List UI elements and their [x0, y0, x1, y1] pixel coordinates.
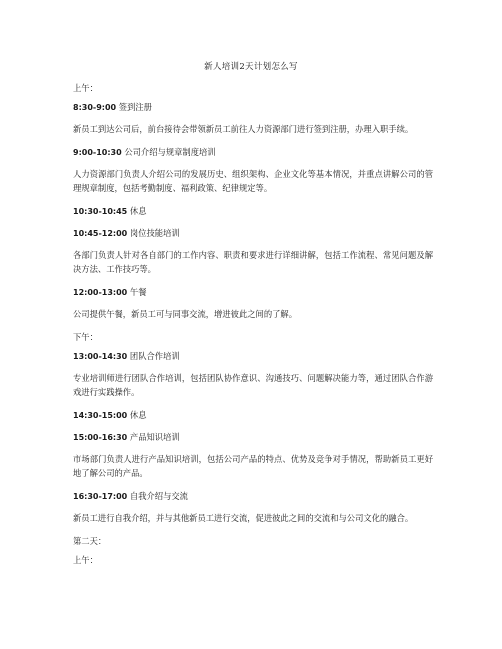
schedule-slot-heading	[73, 489, 433, 504]
slot-description: 各部门负责人针对各自部门的工作内容、职责和要求进行详细讲解，包括工作流程、常见问题及解决方法、工作技巧等。	[73, 250, 433, 274]
schedule-slot-heading	[73, 285, 433, 300]
schedule-slot-heading	[73, 145, 433, 160]
document-title: 新人培训2天计划怎么写	[204, 62, 298, 72]
slot-label: 休息	[129, 206, 147, 216]
document-body	[73, 81, 433, 572]
section-label: 第二天：	[73, 536, 107, 546]
slot-description: 新员工到达公司后，前台接待会带领新员工前往人力资源部门进行签到注册，办理入职手续。	[73, 124, 414, 134]
slot-label: 岗位技能培训	[129, 228, 180, 238]
slot-time: 10:45-12:00	[73, 229, 128, 238]
slot-time: 16:30-17:00	[73, 492, 128, 501]
slot-label: 产品知识培训	[129, 432, 180, 442]
schedule-slot-heading	[73, 349, 433, 364]
slot-time: 15:00-16:30	[73, 433, 128, 442]
slot-label: 团队合作培训	[129, 351, 180, 361]
slot-description: 市场部门负责人进行产品知识培训，包括公司产品的特点、优势及竞争对手情况，帮助新员工更好地了解公司的产品。	[73, 454, 433, 478]
slot-label: 公司介绍与规章制度培训	[124, 147, 216, 157]
slot-label: 签到注册	[118, 102, 152, 112]
section-label: 下午：	[73, 332, 98, 342]
slot-description: 专业培训师进行团队合作培训，包括团队协作意识、沟通技巧、问题解决能力等，通过团队合作游戏进行实践操作。	[73, 373, 433, 397]
slot-time: 10:30-10:45	[73, 207, 128, 216]
schedule-slot-heading	[73, 204, 433, 219]
slot-label: 休息	[129, 410, 147, 420]
slot-description: 新员工进行自我介绍，并与其他新员工进行交流，促进彼此之间的交流和与公司文化的融合。	[73, 513, 414, 523]
section-label: 上午：	[73, 83, 98, 93]
slot-label: 午餐	[129, 287, 147, 297]
slot-time: 8:30-9:00	[73, 103, 117, 112]
slot-description: 人力资源部门负责人介绍公司的发展历史、组织架构、企业文化等基本情况，并重点讲解公司的管理规章制度，包括考勤制度、福利政策、纪律规定等。	[73, 169, 433, 193]
schedule-slot-heading	[73, 226, 433, 241]
slot-time: 12:00-13:00	[73, 288, 128, 297]
section-label: 上午：	[73, 555, 98, 565]
slot-description: 公司提供午餐，新员工可与同事交流，增进彼此之间的了解。	[73, 309, 298, 319]
slot-time: 13:00-14:30	[73, 352, 128, 361]
schedule-slot-heading	[73, 430, 433, 445]
schedule-slot-heading	[73, 100, 433, 115]
slot-time: 14:30-15:00	[73, 411, 128, 420]
slot-label: 自我介绍与交流	[129, 491, 188, 501]
schedule-slot-heading	[73, 408, 433, 423]
slot-time: 9:00-10:30	[73, 148, 122, 157]
